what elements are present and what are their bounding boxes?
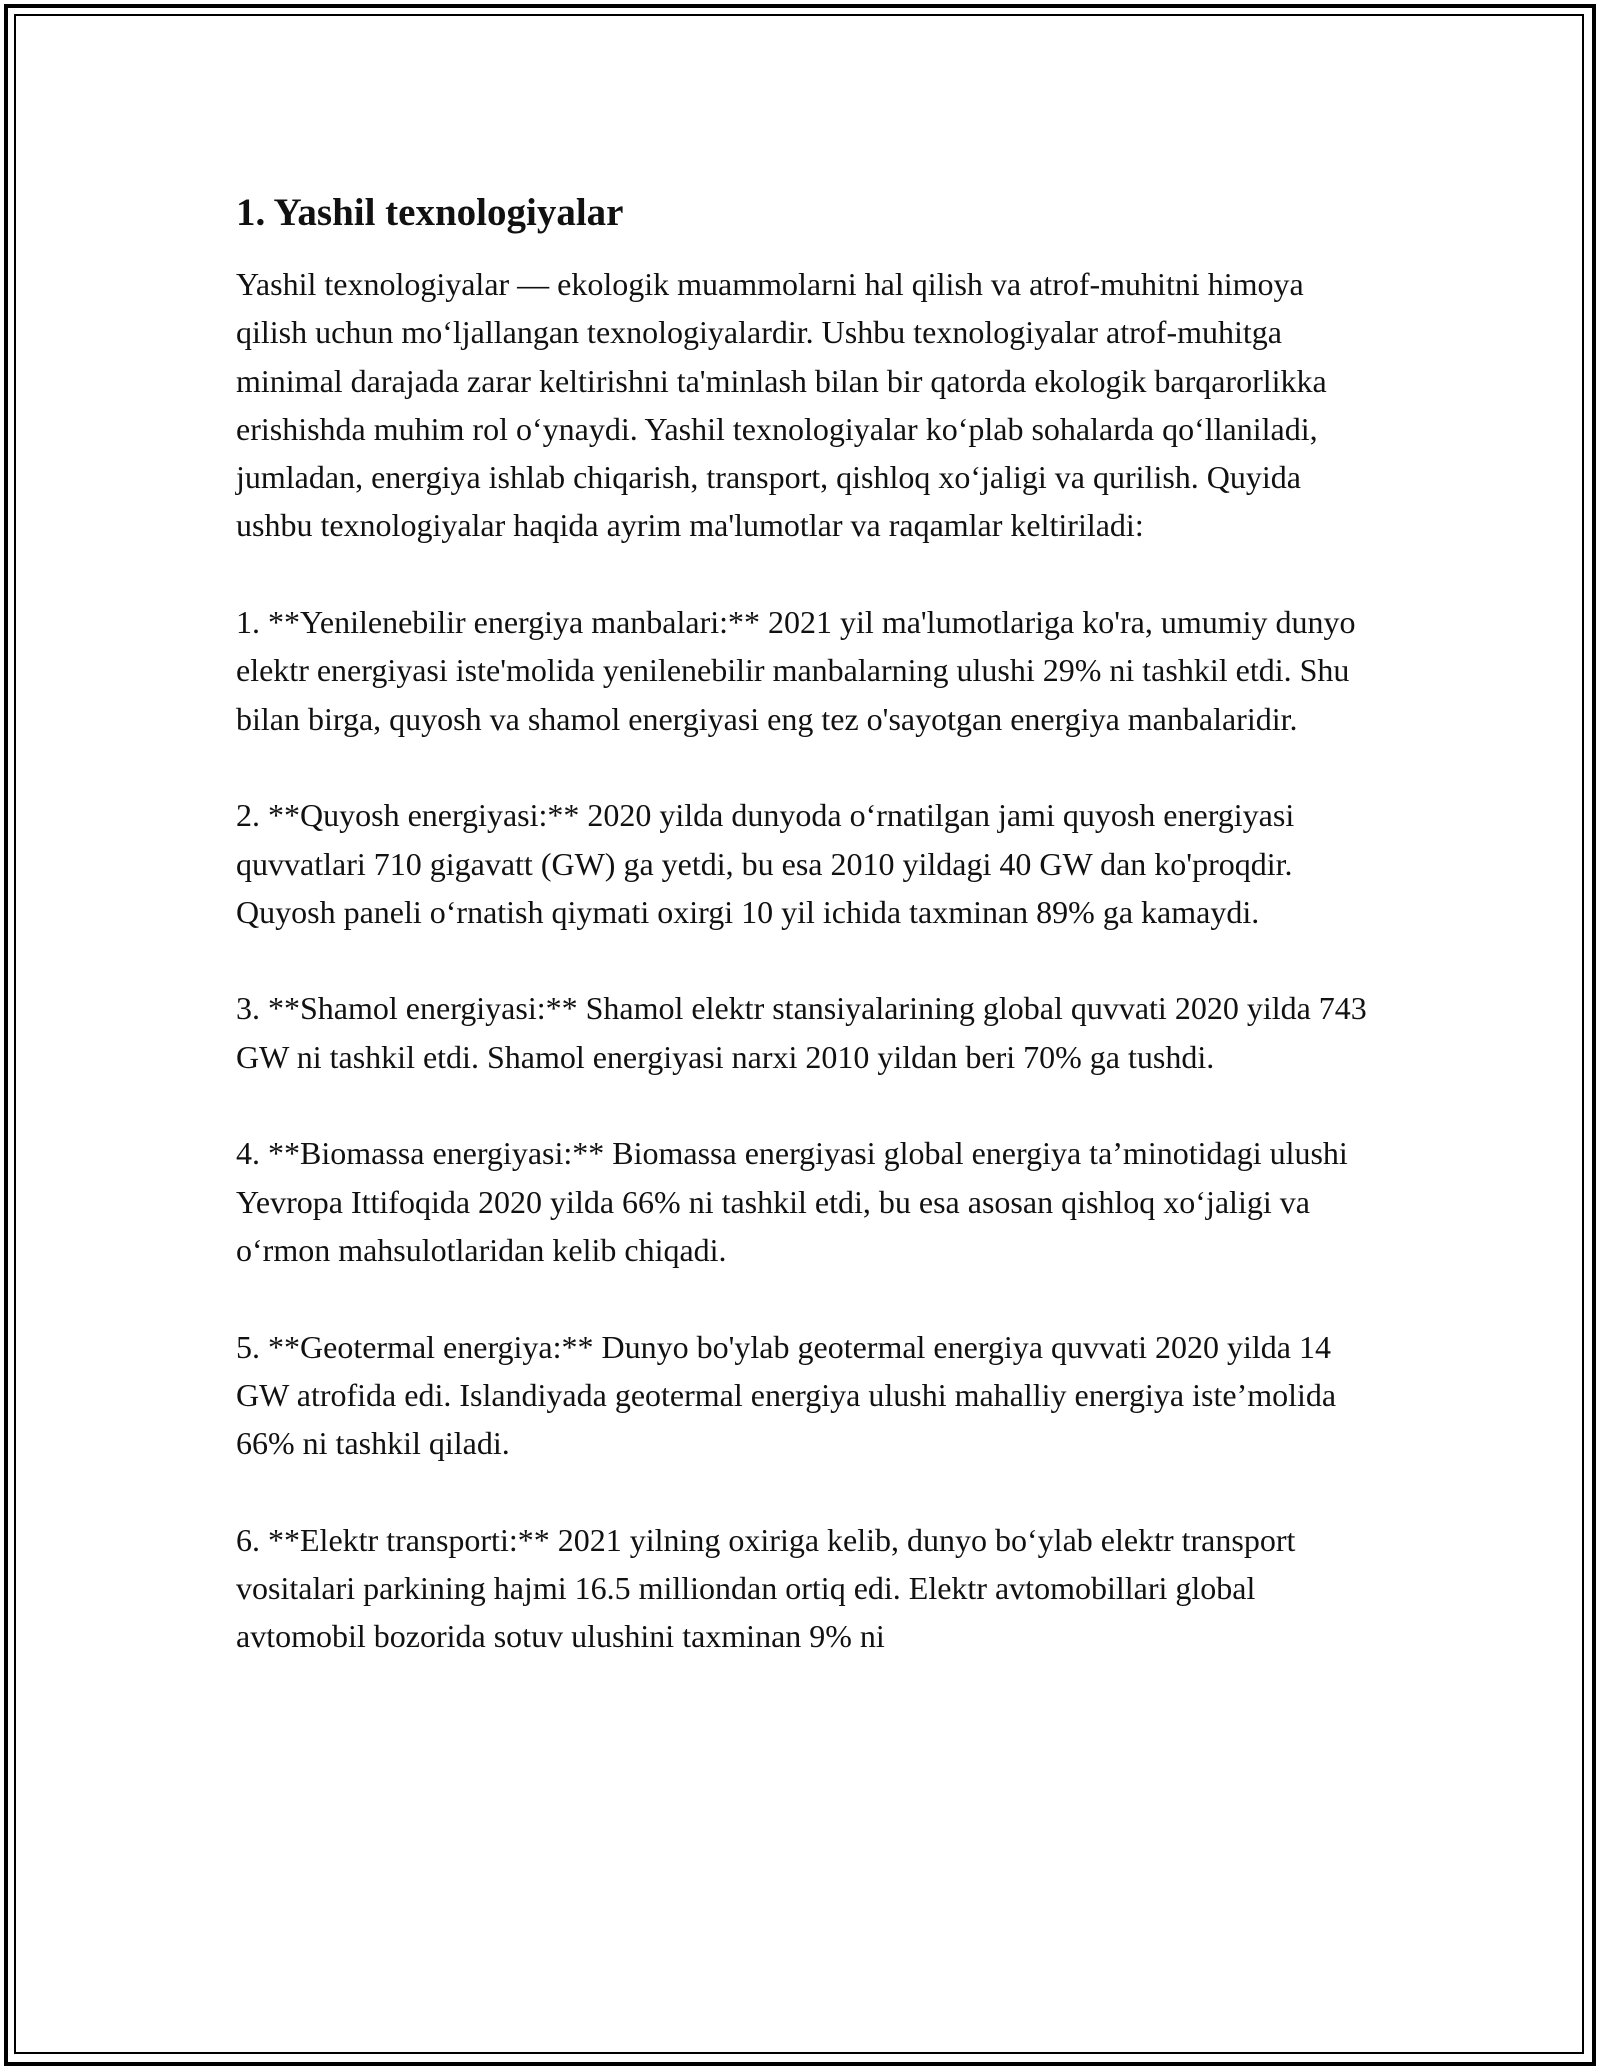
document-body — [236, 186, 1376, 1661]
list-item-renewable-energy: 1. **Yenilenebilir energiya manbalari:** 2021 yil ma'lumotlariga ko'ra, umumiy dunyo elektr energiyasi iste'molida yenilenebilir manbalarning ulushi 29% ni tashkil etdi. Shu bilan birga, quyosh va shamol energiyasi eng tez o'sayotgan energiya manbalaridir. — [236, 604, 1356, 737]
intro-paragraph: Yashil texnologiyalar — ekologik muammolarni hal qilish va atrof-muhitni himoya qilish uchun mo‘ljallangan texnologiyalardir. Ushbu texnologiyalar atrof-muhitga minimal darajada zarar keltirishni ta'minlash bilan bir qatorda ekologik barqarorlikka erishishda muhim rol o‘ynaydi. Yashil texnologiyalar ko‘plab sohalarda qo‘llaniladi, jumladan, energiya ishlab chiqarish, transport, qishloq xo‘jaligi va qurilish. Quyida ushbu texnologiyalar haqida ayrim ma'lumotlar va raqamlar keltiriladi: — [236, 266, 1327, 544]
list-item-electric-transport: 6. **Elektr transporti:** 2021 yilning oxiriga kelib, dunyo bo‘ylab elektr transport vositalari parkining hajmi 16.5 milliondan ortiq edi. Elektr avtomobillari global avtomobil bozorida sotuv ulushini taxminan 9% ni — [236, 1521, 1296, 1655]
list-item-geothermal-energy: 5. **Geotermal energiya:** Dunyo bo'ylab geotermal energiya quvvati 2020 yilda 14 GW atrofida edi. Islandiyada geotermal energiya ulushi mahalliy energiya iste’molida 66% ni tashkil qiladi. — [236, 1328, 1337, 1462]
section-heading: 1. Yashil texnologiyalar — [236, 191, 624, 234]
list-item-biomass-energy: 4. **Biomassa energiyasi:** Biomassa energiyasi global energiya ta’minotidagi ulushi Yevropa Ittifoqida 2020 yilda 66% ni tashkil etdi, bu esa asosan qishloq xo‘jaligi va o‘rmon mahsulotlaridan kelib chiqadi. — [236, 1135, 1348, 1268]
list-item-wind-energy: 3. **Shamol energiyasi:** Shamol elektr stansiyalarining global quvvati 2020 yilda 743 GW ni tashkil etdi. Shamol energiyasi narxi 2010 yildan beri 70% ga tushdi. — [236, 990, 1367, 1075]
list-item-solar-energy: 2. **Quyosh energiyasi:** 2020 yilda dunyoda o‘rnatilgan jami quyosh energiyasi quvvatlari 710 gigavatt (GW) ga yetdi, bu esa 2010 yildagi 40 GW dan ko'proqdir. Quyosh paneli o‘rnatish qiymati oxirgi 10 yil ichida taxminan 89% ga kamaydi. — [236, 797, 1295, 930]
